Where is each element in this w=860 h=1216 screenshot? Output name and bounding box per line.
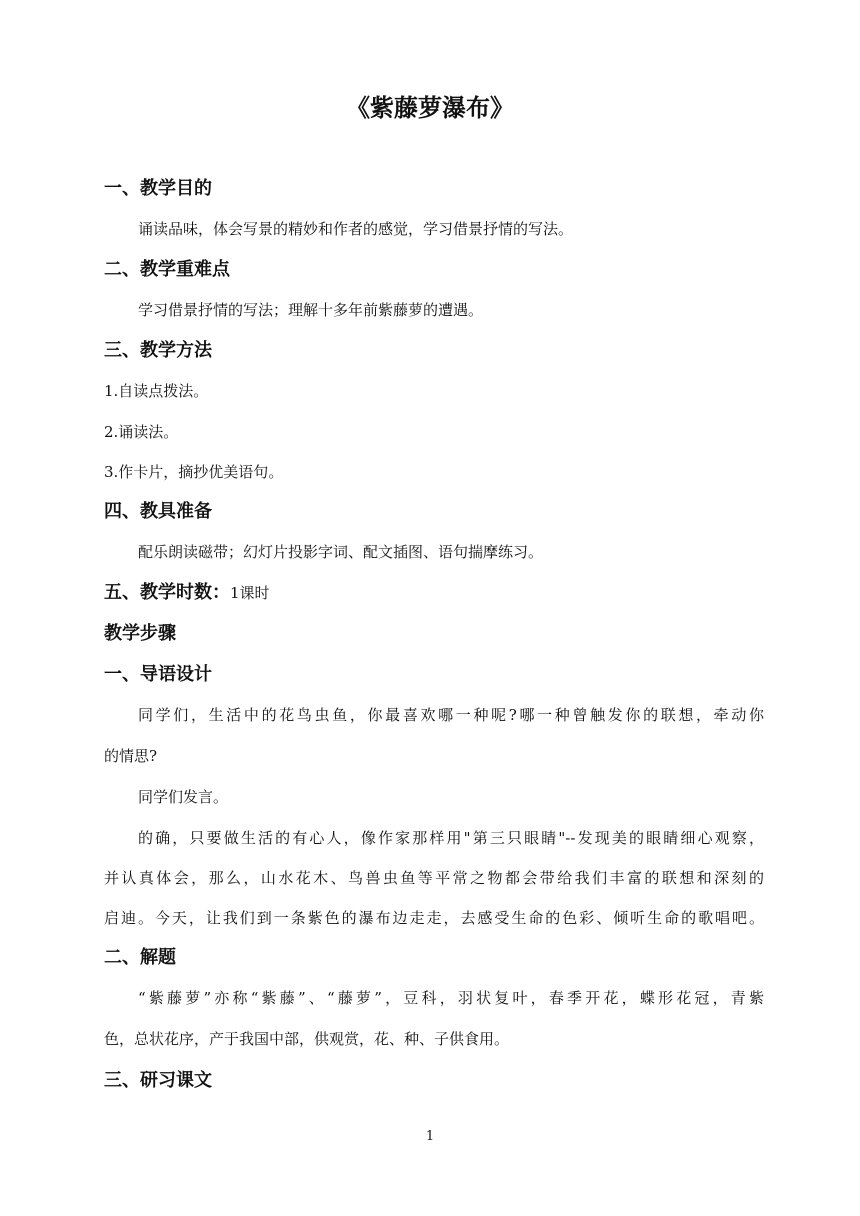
duration-label: 五、教学时数： bbox=[104, 582, 230, 603]
method-item: 3.作卡片，摘抄优美语句。 bbox=[104, 463, 284, 481]
intro-paragraph-line: 的确，只要做生活的有心人，像作家那样用"第三只眼睛"--发现美的眼睛细心观察， bbox=[138, 829, 764, 847]
materials-text: 配乐朗读磁带；幻灯片投影字词、配文插图、语句揣摩练习。 bbox=[138, 543, 544, 561]
teaching-goals-text: 诵读品味，体会写景的精妙和作者的感觉，学习借景抒情的写法。 bbox=[138, 220, 574, 238]
intro-paragraph-line: 同学们，生活中的花鸟虫鱼，你最喜欢哪一种呢?哪一种曾触发你的联想，牵动你 bbox=[138, 706, 764, 724]
section-heading-steps: 教学步骤 bbox=[104, 623, 176, 644]
method-item: 1.自读点拨法。 bbox=[104, 382, 209, 400]
section-heading-explain: 二、解题 bbox=[104, 947, 176, 968]
explain-paragraph-line: 色，总状花序，产于我国中部，供观赏，花、种、子供食用。 bbox=[104, 1030, 510, 1048]
intro-paragraph: 同学们发言。 bbox=[138, 788, 229, 806]
section-heading-intro: 一、导语设计 bbox=[104, 664, 212, 685]
section-heading-teaching-goals: 一、教学目的 bbox=[104, 178, 212, 199]
section-heading-key-points: 二、教学重难点 bbox=[104, 259, 230, 280]
key-points-text: 学习借景抒情的写法；理解十多年前紫藤萝的遭遇。 bbox=[138, 301, 484, 319]
intro-paragraph-line: 启迪。今天，让我们到一条紫色的瀑布边走走，去感受生命的色彩、倾听生命的歌唱吧。 bbox=[104, 909, 764, 927]
intro-paragraph-line: 并认真体会，那么，山水花木、鸟兽虫鱼等平常之物都会带给我们丰富的联想和深刻的 bbox=[104, 869, 764, 887]
section-heading-materials: 四、教具准备 bbox=[104, 501, 212, 522]
page-number: 1 bbox=[425, 1129, 435, 1144]
section-heading-duration bbox=[104, 580, 764, 606]
explain-paragraph-line: “紫藤萝”亦称“紫藤”、“藤萝”，豆科，羽状复叶，春季开花，蝶形花冠，青紫 bbox=[138, 989, 764, 1007]
section-heading-methods: 三、教学方法 bbox=[104, 340, 212, 361]
intro-paragraph-line: 的情思? bbox=[104, 747, 158, 765]
method-item: 2.诵读法。 bbox=[104, 423, 179, 441]
document-title: 《紫藤萝瀑布》 bbox=[346, 94, 514, 122]
section-heading-study: 三、研习课文 bbox=[104, 1070, 212, 1091]
duration-value: 1课时 bbox=[230, 584, 270, 602]
